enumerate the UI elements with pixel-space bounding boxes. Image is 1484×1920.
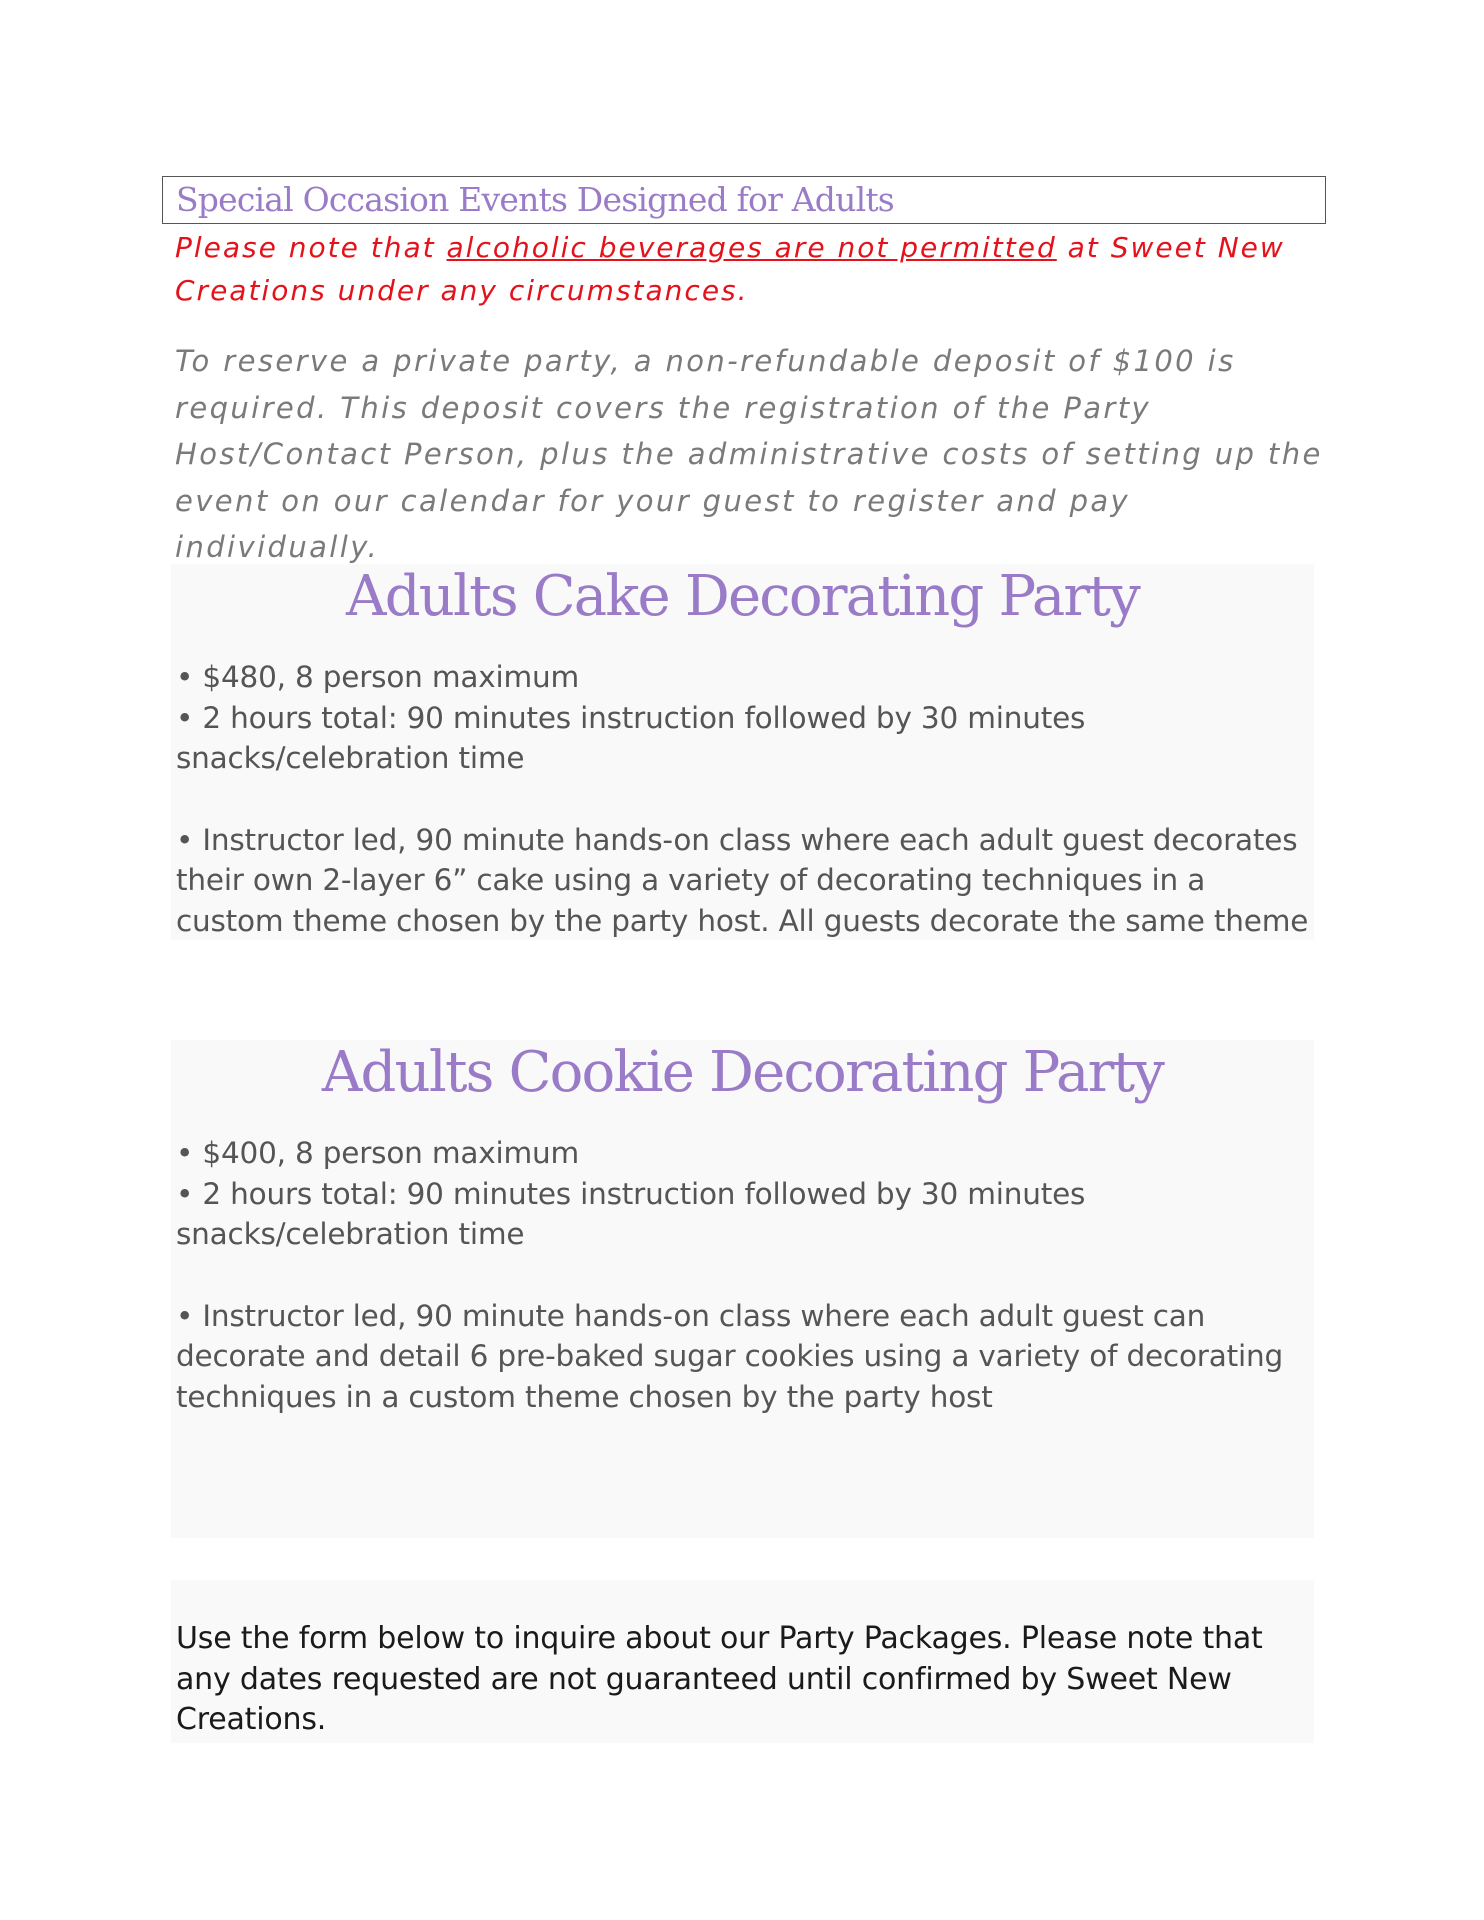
cake-party-card xyxy=(171,564,1314,940)
notice-trailing-text: at Sweet New Creations under any circumstances. xyxy=(175,231,1285,307)
deposit-paragraph: To reserve a private party, a non-refundable deposit of $100 is required. This deposit covers the registration of the Party Host/Contact Person, plus the administrative costs of setting up the event on our calendar for your guest to register and pay individually. xyxy=(175,344,1323,564)
alcohol-policy-emphasis: alcoholic beverages are not permitted xyxy=(446,231,1057,264)
page-title: Special Occasion Events Designed for Adults xyxy=(176,180,894,219)
cookie-party-card xyxy=(171,1040,1314,1538)
cake-party-duration: • 2 hours total: 90 minutes instruction followed by 30 minutes snacks/celebration time xyxy=(176,700,1086,775)
header-box xyxy=(162,176,1326,224)
cookie-party-price: • $400, 8 person maximum xyxy=(176,1136,580,1170)
cake-party-title: Adults Cake Decorating Party xyxy=(346,564,1139,629)
cookie-party-description: • Instructor led, 90 minute hands-on class where each adult guest can decorate and detail 6 pre-baked sugar cookies using a variety of decorating techniques in a custom theme chosen by the party host xyxy=(176,1298,1283,1414)
inquiry-section xyxy=(171,1580,1314,1743)
alcohol-notice xyxy=(175,226,1315,312)
cake-party-details xyxy=(176,657,1321,941)
notice-lead-text: Please note that xyxy=(175,231,447,264)
inquiry-text: Use the form below to inquire about our Party Packages. Please note that any dates requested are not guaranteed until confirmed by Sweet New Creations. xyxy=(176,1621,1263,1737)
cake-party-price: • $480, 8 person maximum xyxy=(176,660,580,694)
cookie-party-details xyxy=(176,1133,1321,1417)
cookie-party-duration: • 2 hours total: 90 minutes instruction followed by 30 minutes snacks/celebration time xyxy=(176,1176,1086,1251)
cake-party-description: • Instructor led, 90 minute hands-on class where each adult guest decorates their own 2-layer 6” cake using a variety of decorating techniques in a custom theme chosen by the party host. All guests decorate the same theme xyxy=(176,822,1309,938)
cookie-party-title: Adults Cookie Decorating Party xyxy=(321,1040,1164,1105)
